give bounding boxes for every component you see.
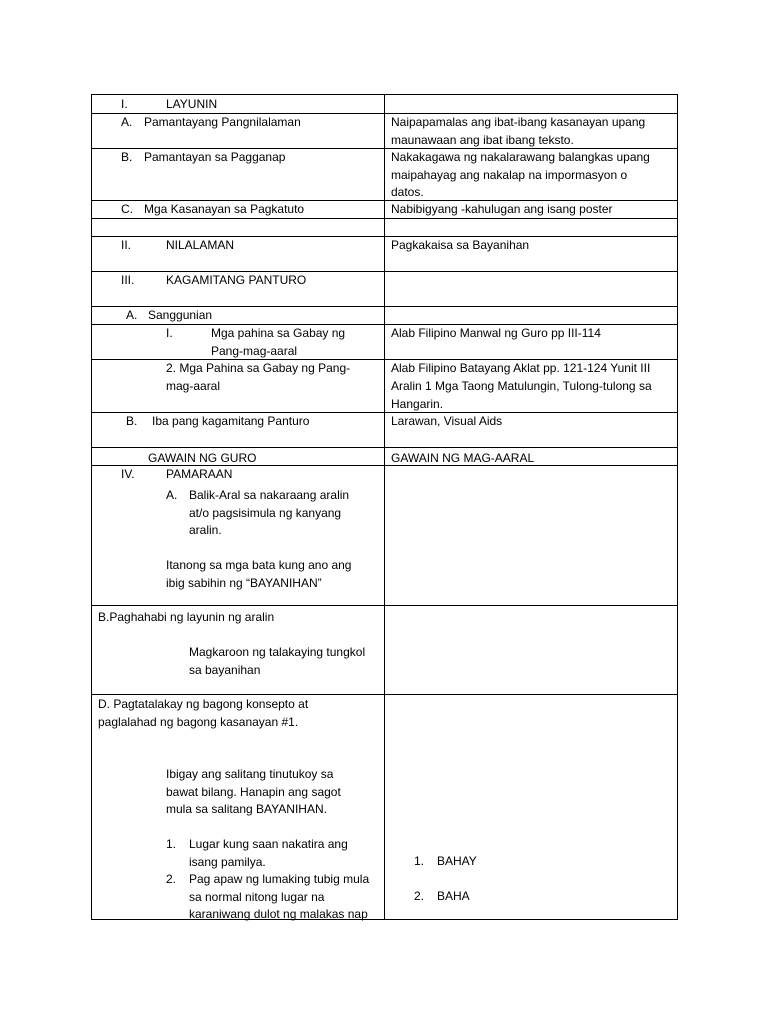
balik-aral-line: at/o pagsisimula ng kanyang [189,506,342,520]
value-line: Nakakagawa ng nakalarawang balangkas upang [391,150,650,164]
answer-number: 1. [414,854,425,868]
item-letter: A. [166,488,178,502]
section-title-layunin: LAYUNIN [166,97,218,111]
question-number: 1. [166,837,177,851]
column-header-guro: GAWAIN NG GURO [148,451,257,465]
sub-item-number: I. [166,326,173,340]
column-header-mag-aaral: GAWAIN NG MAG-AARAL [391,451,535,465]
label-line: Mga pahina sa Gabay ng [211,326,346,340]
value-line: Aralin 1 Mga Taong Matulungin, Tulong-tulong sa [391,379,652,393]
answer-text: BAHA [437,889,470,903]
item-letter: A. [121,115,133,129]
item-letter: B. [121,150,133,164]
label-line: 2. Mga Pahina sa Gabay ng Pang- [166,361,351,375]
question-line: Pag apaw ng lumaking tubig mula [189,872,370,886]
value-gabay-guro: Alab Filipino Manwal ng Guro pp III-114 [391,326,601,340]
balik-aral-line: Balik-Aral sa nakaraang aralin [189,488,350,502]
label-line: Pang-mag-aaral [211,344,298,358]
value-line: Alab Filipino Batayang Aklat pp. 121-124 Yunit III [391,361,651,375]
section-title-kagamitang-panturo: KAGAMITANG PANTURO [166,273,307,287]
paghahabi-detail-line: sa bayanihan [189,663,261,677]
instruction-line: bawat bilang. Hanapin ang sagot [166,785,341,799]
value-kasanayan: Nabibigyang -kahulugan ang isang poster [391,202,613,216]
label-line: mag-aaral [166,379,221,393]
label-iba-pang-kagamitan: Iba pang kagamitang Panturo [152,414,310,428]
label-pamantayang-pangnilalaman: Pamantayang Pangnilalaman [144,115,301,129]
item-letter: A. [126,308,138,322]
question-line: sa normal nitong lugar na [189,890,325,904]
question-number: 2. [166,872,177,886]
value-nilalaman: Pagkakaisa sa Bayanihan [391,238,530,252]
question-line: isang pamilya. [189,855,266,869]
value-line: datos. [391,185,424,199]
item-letter: B. [126,414,138,428]
lesson-plan-table [91,94,678,920]
label-pamantayan-sa-pagganap: Pamantayan sa Pagganap [144,150,286,164]
section-title-nilalaman: NILALAMAN [166,238,235,252]
paghahabi-heading: B.Paghahabi ng layunin ng aralin [98,610,275,624]
instruction-line: mula sa salitang BAYANIHAN. [166,802,327,816]
pagtatalakay-heading-line: paglalahad ng bagong kasanayan #1. [98,715,299,729]
item-letter: C. [121,202,133,216]
column-divider [384,95,385,919]
value-line: Hangarin. [391,397,444,411]
value-line: maipahayag ang nakalap na impormasyon o [391,168,628,182]
question-line: Lugar kung saan nakatira ang [189,837,348,851]
section-number: II. [121,238,132,252]
section-number: IV. [121,467,135,481]
paghahabi-detail-line: Magkaroon ng talakaying tungkol [189,645,366,659]
label-sanggunian: Sanggunian [148,308,213,322]
instruction-line: Ibigay ang salitang tinutukoy sa [166,767,334,781]
value-line: maunawaan ang ibat ibang teksto. [391,133,574,147]
section-number: III. [121,273,135,287]
label-kasanayan: Mga Kasanayan sa Pagkatuto [144,202,305,216]
section-title-pamaraan: PAMARAAN [166,467,233,481]
pagtatalakay-heading-line: D. Pagtatalakay ng bagong konsepto at [98,697,309,711]
section-number: I. [121,97,128,111]
question-line: karaniwang dulot ng malakas nap [189,907,368,921]
itanong-line: Itanong sa mga bata kung ano ang [166,558,352,572]
value-iba-pang-kagamitan: Larawan, Visual Aids [391,414,503,428]
itanong-line: ibig sabihin ng “BAYANIHAN” [166,576,322,590]
answer-text: BAHAY [437,854,477,868]
balik-aral-line: aralin. [189,523,222,537]
answer-number: 2. [414,889,425,903]
value-line: Naipapamalas ang ibat-ibang kasanayan upang [391,115,646,129]
